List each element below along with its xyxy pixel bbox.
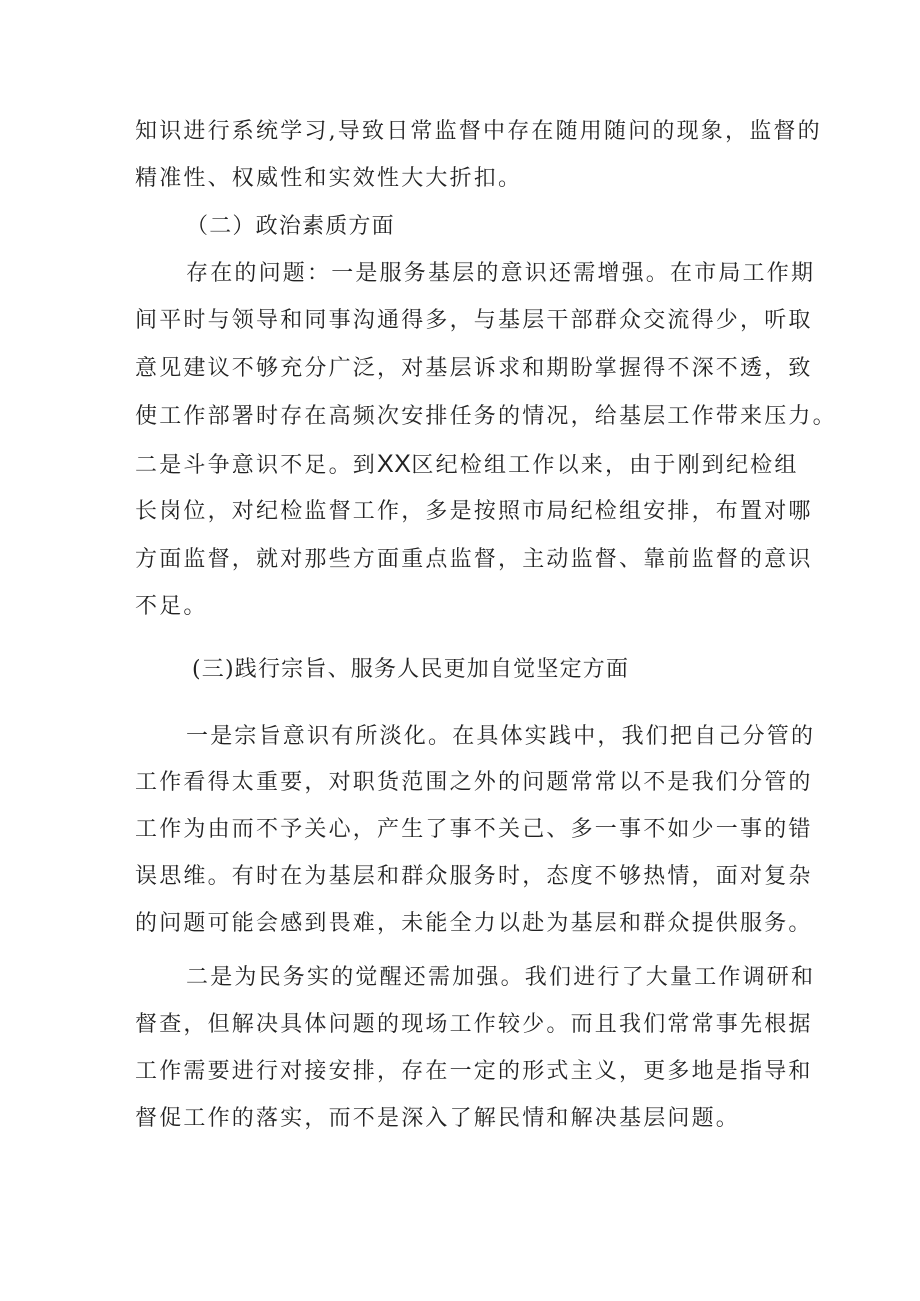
paragraph-line: 督查，但解决具体问题的现场工作较少。而且我们常常事先根据 — [135, 1012, 813, 1037]
paragraph-line: 知识进行系统学习,导致日常监督中存在随用随问的现象，监督的 — [135, 119, 822, 144]
paragraph-line: 工作为由而不予关心，产生了事不关己、多一事不如少一事的错 — [135, 817, 813, 842]
paragraph-line: 的问题可能会感到畏难，未能全力以赴为基层和群众提供服务。 — [135, 911, 813, 936]
paragraph-line: 意见建议不够充分广泛，对基层诉求和期盼掌握得不深不透，致 — [135, 356, 813, 381]
section-heading-purpose: (三)践行宗旨、服务人民更加自觉坚定方面 — [192, 657, 630, 682]
paragraph-line: 一是宗旨意识有所淡化。在具体实践中，我们把自己分管的 — [186, 724, 816, 749]
paragraph-line: 存在的问题：一是服务基层的意识还需增强。在市局工作期 — [186, 261, 816, 286]
paragraph-text: 区纪检组工作以来，由于刚到纪检组 — [411, 453, 799, 478]
paragraph-line: 间平时与领导和同事沟通得多，与基层干部群众交流得少，听取 — [135, 308, 813, 333]
section-heading-political: （二）政治素质方面 — [186, 214, 395, 239]
placeholder-xx: XX — [377, 450, 412, 478]
paragraph-line: 误思维。有时在为基层和群众服务时，态度不够热情，面对复杂 — [135, 864, 813, 889]
paragraph-line: 不足。 — [135, 594, 208, 619]
paragraph-line: 督促工作的落实，而不是深入了解民情和解决基层问题。 — [135, 1106, 741, 1131]
paragraph-line — [135, 449, 799, 481]
paragraph-line: 工作看得太重要，对职货范围之外的问题常常以不是我们分管的 — [135, 770, 813, 795]
paragraph-text: 二是斗争意识不足。到 — [135, 453, 378, 478]
paragraph-line: 使工作部署时存在高频次安排任务的情况，给基层工作带来压力。 — [135, 404, 837, 429]
paragraph-line: 精准性、权威性和实效性大大折扣。 — [135, 166, 523, 191]
paragraph-line: 二是为民务实的觉醒还需加强。我们进行了大量工作调研和 — [186, 965, 816, 990]
paragraph-line: 方面监督，就对那些方面重点监督，主动监督、靠前监督的意识 — [135, 547, 813, 572]
paragraph-line: 工作需要进行对接安排，存在一定的形式主义，更多地是指导和 — [135, 1059, 813, 1084]
paragraph-line: 长岗位，对纪检监督工作，多是按照市局纪检组安排，布置对哪 — [135, 499, 813, 524]
